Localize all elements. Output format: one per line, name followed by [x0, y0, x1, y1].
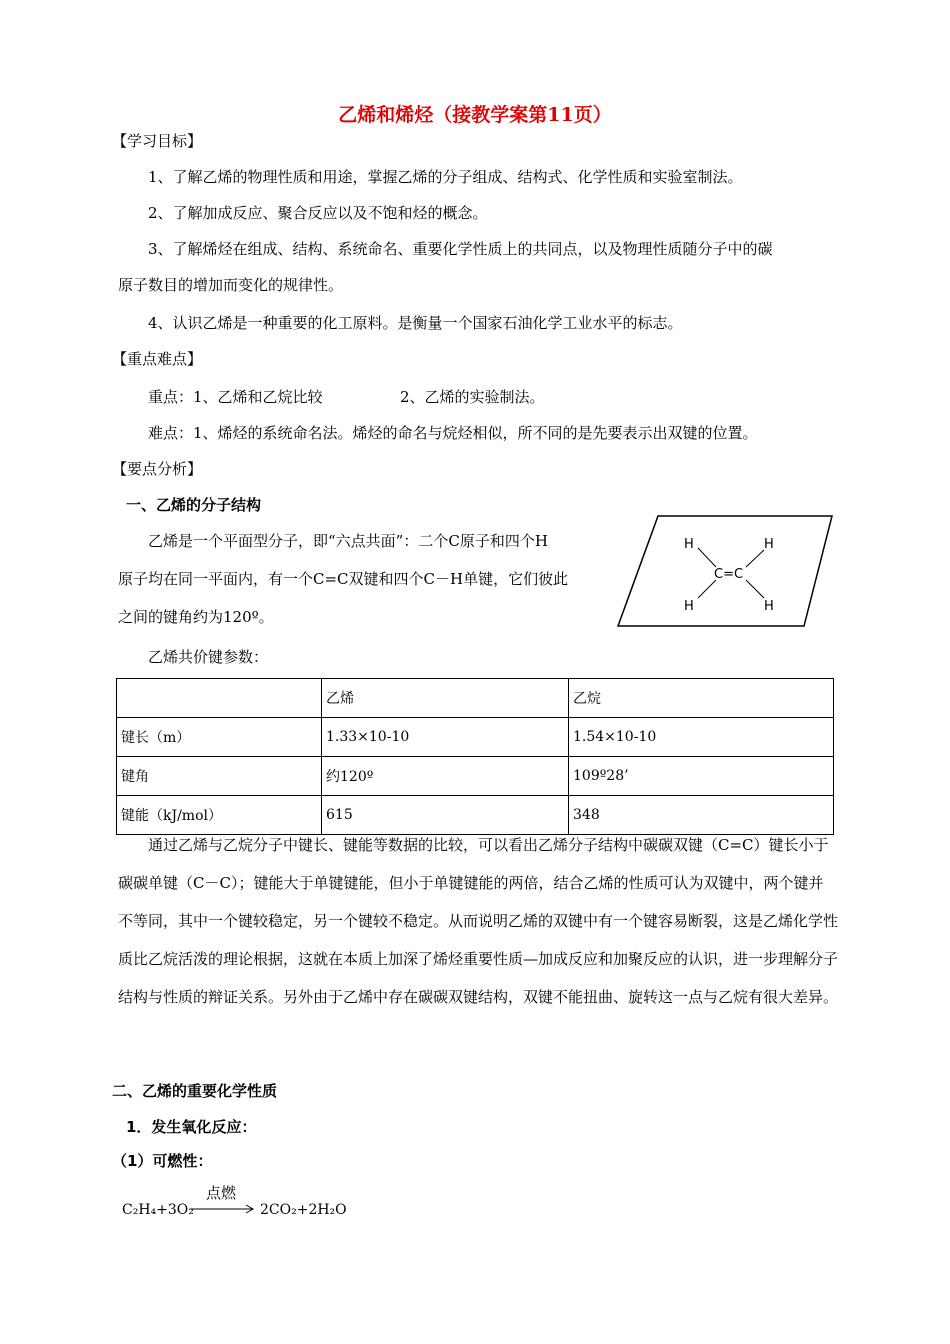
key-point-2: 2、乙烯的实验制法。	[400, 388, 545, 406]
objectives-header: 【学习目标】	[112, 132, 203, 150]
objective-3: 3、了解烯烃在组成、结构、系统命名、重要化学性质上的共同点，以及物理性质随分子中的碳	[148, 240, 773, 258]
table-row	[117, 757, 834, 796]
part2-title: 二、乙烯的重要化学性质	[112, 1082, 278, 1100]
difficulty: 难点：1、烯烃的系统命名法。烯烃的命名与烷烃相似，所不同的是先要表示出双键的位置。	[148, 424, 758, 442]
ethylene-structure-diagram	[612, 512, 834, 632]
equation-left: C₂H₄+3O₂	[122, 1202, 194, 1218]
atom-h: H	[684, 537, 694, 552]
part1-line-2: 原子均在同一平面内，有一个C=C双键和四个C－H单键，它们彼此	[118, 570, 569, 588]
bond-line	[746, 580, 764, 598]
table-cell: 615	[322, 796, 569, 835]
objective-3-cont: 原子数目的增加而变化的规律性。	[118, 276, 344, 294]
table-cell: 109º28’	[569, 757, 834, 796]
objective-4: 4、认识乙烯是一种重要的化工原料。是衡量一个国家石油化学工业水平的标志。	[148, 314, 683, 332]
atom-h: H	[764, 599, 774, 614]
table-row	[117, 679, 834, 718]
bond-line	[698, 548, 716, 567]
table-cell	[117, 679, 322, 718]
table-cell: 约120º	[322, 757, 569, 796]
table-cell: 1.54×10-10	[569, 718, 834, 757]
analysis-header: 【要点分析】	[112, 460, 203, 478]
equation-condition: 点燃	[206, 1184, 237, 1202]
table-cell: 键角	[117, 757, 322, 796]
table-cell: 键长（m）	[117, 718, 322, 757]
sub-heading-combustion: （1）可燃性：	[112, 1152, 213, 1170]
page-title: 乙烯和烯烃（接教学案第11页）	[338, 104, 612, 126]
bond-line	[746, 550, 764, 567]
equation-right: 2CO₂+2H₂O	[260, 1202, 347, 1218]
table-cell: 键能（kJ/mol）	[117, 796, 322, 835]
bond-line	[698, 580, 716, 598]
objective-1: 1、了解乙烯的物理性质和用途，掌握乙烯的分子组成、结构式、化学性质和实验室制法。	[148, 168, 743, 186]
atom-h: H	[764, 537, 774, 552]
table-cell: 348	[569, 796, 834, 835]
atom-c-double-c: C=C	[714, 567, 744, 582]
part1-title: 一、乙烯的分子结构	[126, 496, 262, 514]
discussion-paragraph: 通过乙烯与乙烷分子中键长、键能等数据的比较，可以看出乙烯分子结构中碳碳双键（C=C）键长小于碳碳单键（C－C）；键能大于单键键能，但小于单键键能的两倍，结合乙烯的性质可认为双键中，两个键并不等同，其中一个键较稳定，另一个键较不稳定。从而说明乙烯的双键中有一个键容易断裂，这是乙烯化学性质比乙烷活泼的理论根据，这就在本质上加深了烯烃重要性质—加成反应和加聚反应的认识，进一步理解分子结构与性质的辩证关系。另外由于乙烯中存在碳碳双键结构，双键不能扭曲、旋转这一点与乙烷有很大差异。	[118, 836, 839, 1006]
table-cell: 乙烯	[322, 679, 569, 718]
key-point-1: 重点：1、乙烯和乙烷比较	[148, 388, 323, 406]
key-header: 【重点难点】	[112, 350, 203, 368]
bond-parameters-table	[116, 678, 834, 835]
reaction-arrow-icon	[190, 1204, 256, 1214]
part1-line-1: 乙烯是一个平面型分子，即“六点共面”：二个C原子和四个H	[148, 532, 548, 550]
sub-heading-oxidation: 1．发生氧化反应：	[126, 1118, 257, 1136]
part1-line-3: 之间的键角约为120º。	[118, 608, 274, 626]
table-cell: 1.33×10-10	[322, 718, 569, 757]
table-row	[117, 718, 834, 757]
table-cell: 乙烷	[569, 679, 834, 718]
atom-h: H	[684, 599, 694, 614]
objective-2: 2、了解加成反应、聚合反应以及不饱和烃的概念。	[148, 204, 488, 222]
bond-param-label: 乙烯共价键参数：	[148, 648, 269, 666]
